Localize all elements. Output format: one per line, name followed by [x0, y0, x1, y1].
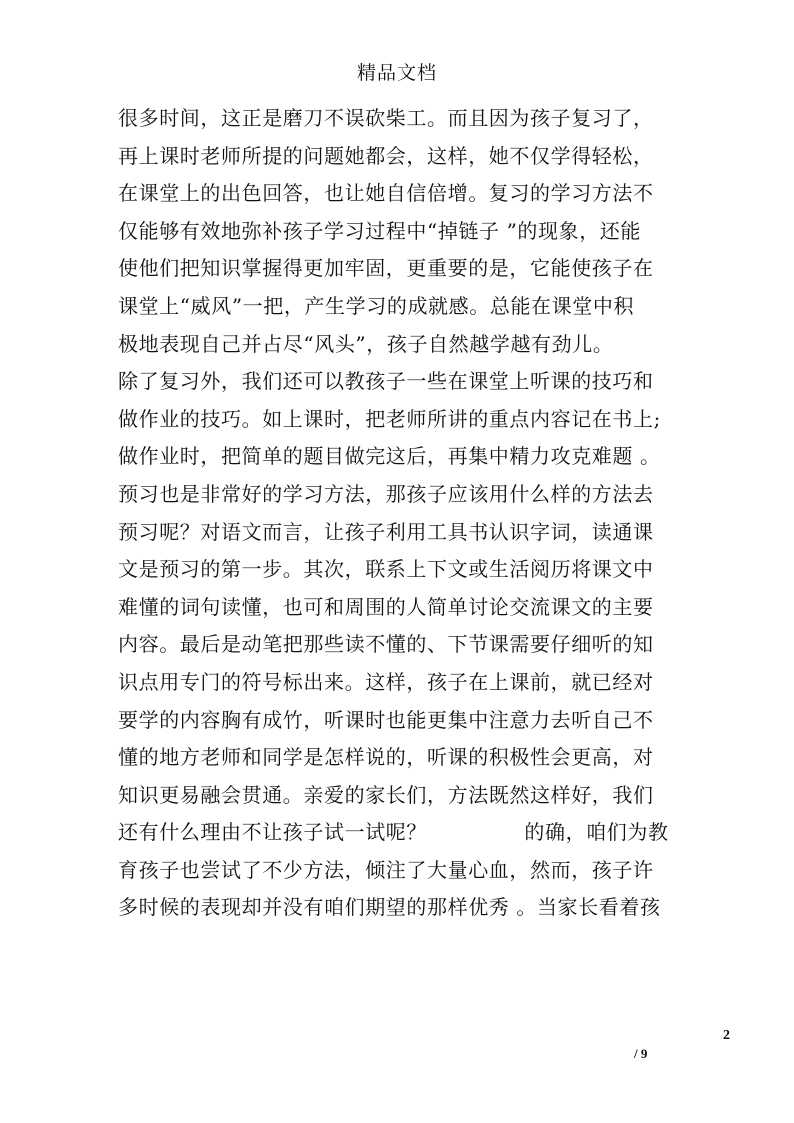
page-header: 精品文档 [356, 62, 437, 84]
text-line: 在课堂上的出色回答，也让她自信倍增。复习的学习方法不 [118, 181, 654, 206]
text-line: 极地表现自己并占尽“风头”，孩子自然越学越有劲儿。 [118, 331, 614, 356]
page-total: / 9 [634, 1046, 648, 1061]
text-line: 还有什么理由不让孩子试一试呢？ 的确，咱们为教 [118, 820, 669, 845]
text-line: 要学的内容胸有成竹，听课时也能更集中注意力去听自己不 [118, 707, 654, 732]
text-line: 育孩子也尝试了不少方法，倾注了大量心血，然而，孩子许 [118, 857, 654, 882]
text-line: 做作业时，把简单的题目做完这后，再集中精力攻克难题 。 [118, 444, 661, 469]
text-line: 使他们把知识掌握得更加牢固，更重要的是，它能使孩子在 [118, 256, 654, 281]
text-line: 难懂的词句读懂，也可和周围的人简单讨论交流课文的主要 [118, 594, 654, 619]
text-line: 课堂上“威风”一把，产生学习的成就感。总能在课堂中积 [118, 293, 635, 318]
text-line: 文是预习的第一步。其次，联系上下文或生活阅历将课文中 [118, 557, 654, 582]
text-line: 再上课时老师所提的问题她都会，这样，她不仅学得轻松， [118, 143, 654, 168]
text-line: 预习也是非常好的学习方法，那孩子应该用什么样的方法去 [118, 481, 654, 506]
text-line: 很多时间，这正是磨刀不误砍柴工。而且因为孩子复习了， [118, 106, 654, 130]
page-number: 2 [723, 1028, 730, 1043]
text-line: 预习呢？对语文而言，让孩子利用工具书认识字词，读通课 [118, 519, 654, 544]
text-line: 多时候的表现却并没有咱们期望的那样优秀 。当家长看着孩 [118, 895, 661, 920]
text-line: 内容。最后是动笔把那些读不懂的、下节课需要仔细听的知 [118, 632, 654, 657]
body-text [118, 100, 678, 927]
text-line: 仅能够有效地弥补孩子学习过程中“掉链子 ”的现象，还能 [118, 218, 642, 243]
text-line: 除了复习外，我们还可以教孩子一些在课堂上听课的技巧和 [118, 369, 654, 394]
text-line: 懂的地方老师和同学是怎样说的，听课的积极性会更高，对 [118, 745, 654, 770]
text-line: 识点用专门的符号标出来。这样，孩子在上课前，就已经对 [118, 669, 654, 694]
text-line: 知识更易融会贯通。亲爱的家长们，方法既然这样好，我们 [118, 782, 654, 807]
text-line: 做作业的技巧。如上课时，把老师所讲的重点内容记在书上; [118, 406, 661, 431]
